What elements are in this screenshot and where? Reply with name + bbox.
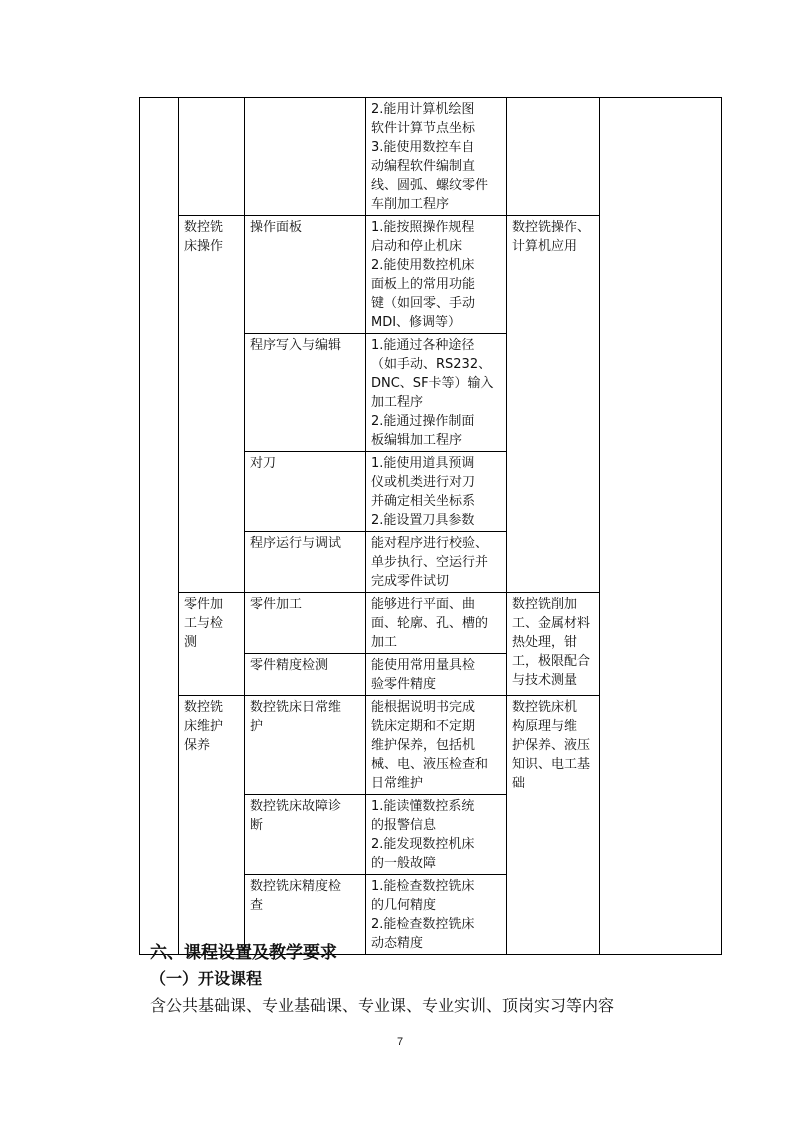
cell-line: 床维护 <box>184 719 224 734</box>
cell-line: 并确定相关坐标系 <box>371 494 476 509</box>
item-name-cell <box>245 593 366 654</box>
cell-line: 板编辑加工程序 <box>371 433 463 448</box>
content-cell <box>366 875 507 955</box>
cell-line: 面、轮廓、孔、槽的 <box>371 616 489 631</box>
area-cell <box>179 593 245 696</box>
item-name-cell <box>245 654 366 696</box>
cell-line: 零件加 <box>184 597 224 612</box>
content-cell <box>366 532 507 593</box>
section-heading: 六、课程设置及教学要求 <box>150 943 337 963</box>
cell-line: 日常维护 <box>371 776 424 791</box>
cell-line: 仪或机类进行对刀 <box>371 475 476 490</box>
cell-line: 2.能使用数控机床 <box>371 258 475 273</box>
item-name-cell <box>245 452 366 532</box>
cell-line: 2.能设置刀具参数 <box>371 513 475 528</box>
cell-line: 断 <box>250 818 264 833</box>
area-cell <box>179 216 245 593</box>
cell-line: 护 <box>250 719 264 734</box>
cell-line: DNC、SF卡等）输入 <box>371 376 494 391</box>
cell-line: 数控铣 <box>184 220 224 235</box>
cell-line: 的一般故障 <box>371 856 437 871</box>
cell-line: 对刀 <box>250 456 277 471</box>
cell-line: 数控铣床精度检 <box>250 879 342 894</box>
cell-line: 能对程序进行校验、 <box>371 536 489 551</box>
content-cell <box>366 216 507 334</box>
basis-cell <box>507 98 600 216</box>
cell-line: 线、圆弧、螺纹零件 <box>371 178 489 193</box>
cell-line: 数控铣床故障诊 <box>250 799 342 814</box>
item-name-cell <box>245 334 366 452</box>
item-name-cell <box>245 696 366 795</box>
basis-cell <box>507 216 600 593</box>
cell-line: 操作面板 <box>250 220 303 235</box>
cell-line: （如手动、RS232、 <box>371 357 492 372</box>
cell-line: 的报警信息 <box>371 818 437 833</box>
cell-line: 与技术测量 <box>512 673 578 688</box>
cell-line: 能根据说明书完成 <box>371 700 476 715</box>
cell-line: 械、电、液压检查和 <box>371 757 489 772</box>
content-cell <box>366 696 507 795</box>
cell-line: 3.能使用数控车自 <box>371 140 475 155</box>
cell-line: 保养 <box>184 738 211 753</box>
cell-line: 1.能通过各种途径 <box>371 338 475 353</box>
cell-line: 数控铣床日常维 <box>250 700 342 715</box>
item-name-cell <box>245 795 366 875</box>
cell-line: 2.能发现数控机床 <box>371 837 475 852</box>
cell-line: 的几何精度 <box>371 898 437 913</box>
cell-line: 面板上的常用功能 <box>371 277 476 292</box>
cell-line: 1.能读懂数控系统 <box>371 799 475 814</box>
cell-line: 数控铣床机 <box>512 700 578 715</box>
cell-line: 零件加工 <box>250 597 303 612</box>
cell-line: 车削加工程序 <box>371 197 450 212</box>
cell-line: 验零件精度 <box>371 677 437 692</box>
cell-line: 热处理，钳 <box>512 635 578 650</box>
content-cell <box>366 654 507 696</box>
item-name-cell <box>245 532 366 593</box>
cell-line: 工、金属材料 <box>512 616 591 631</box>
cell-line: 计算机应用 <box>512 239 578 254</box>
cell-line: 零件精度检测 <box>250 658 329 673</box>
cell-line: 能使用常用量具检 <box>371 658 476 673</box>
page-number: 7 <box>396 1036 404 1048</box>
cell-line: 键（如回零、手动 <box>371 296 476 311</box>
cell-line: 查 <box>250 898 264 913</box>
cell-line: 程序写入与编辑 <box>250 338 342 353</box>
cell-line: 1.能使用道具预调 <box>371 456 475 471</box>
table-row <box>140 98 722 216</box>
cell-line: 知识、电工基 <box>512 757 591 772</box>
cell-line: 2.能通过操作制面 <box>371 414 475 429</box>
cell-line: 工与检 <box>184 616 224 631</box>
cell-line: 加工程序 <box>371 395 424 410</box>
cell-line: 护保养、液压 <box>512 738 591 753</box>
content-cell <box>366 98 507 216</box>
content-cell <box>366 593 507 654</box>
item-name-cell <box>245 98 366 216</box>
cell-line: 工，极限配合 <box>512 654 591 669</box>
cell-line: 铣床定期和不定期 <box>371 719 476 734</box>
cell-line: 构原理与维 <box>512 719 578 734</box>
cell-line: 软件计算节点坐标 <box>371 121 476 136</box>
cell-line: 程序运行与调试 <box>250 536 342 551</box>
subsection-heading: （一）开设课程 <box>150 969 263 988</box>
cell-line: 1.能检查数控铣床 <box>371 879 475 894</box>
cell-line: 动编程软件编制直 <box>371 159 476 174</box>
cell-line: 加工 <box>371 635 398 650</box>
content-cell <box>366 334 507 452</box>
cell-line: MDI、修调等） <box>371 315 462 330</box>
remark-cell <box>600 98 722 955</box>
cell-line: 2.能检查数控铣床 <box>371 917 475 932</box>
cell-line: 数控铣削加 <box>512 597 578 612</box>
body-paragraph: 含公共基础课、专业基础课、专业课、专业实训、顶岗实习等内容 <box>150 996 615 1015</box>
cell-line: 测 <box>184 635 198 650</box>
cell-line: 单步执行、空运行并 <box>371 555 489 570</box>
cell-line: 2.能用计算机绘图 <box>371 102 475 117</box>
area-cell <box>179 696 245 955</box>
content-cell <box>366 452 507 532</box>
cell-line: 础 <box>512 776 526 791</box>
cell-line: 启动和停止机床 <box>371 239 463 254</box>
basis-cell <box>507 593 600 696</box>
cell-line: 维护保养，包括机 <box>371 738 476 753</box>
category-cell <box>140 98 179 955</box>
area-cell <box>179 98 245 216</box>
item-name-cell <box>245 216 366 334</box>
cell-line: 数控铣操作、 <box>512 220 591 235</box>
cell-line: 动态精度 <box>371 936 424 951</box>
cell-line: 能够进行平面、曲 <box>371 597 476 612</box>
cell-line: 1.能按照操作规程 <box>371 220 475 235</box>
cell-line: 数控铣 <box>184 700 224 715</box>
cell-line: 完成零件试切 <box>371 574 450 589</box>
cell-line: 床操作 <box>184 239 224 254</box>
basis-cell <box>507 696 600 955</box>
content-cell <box>366 795 507 875</box>
skills-table <box>139 97 722 955</box>
